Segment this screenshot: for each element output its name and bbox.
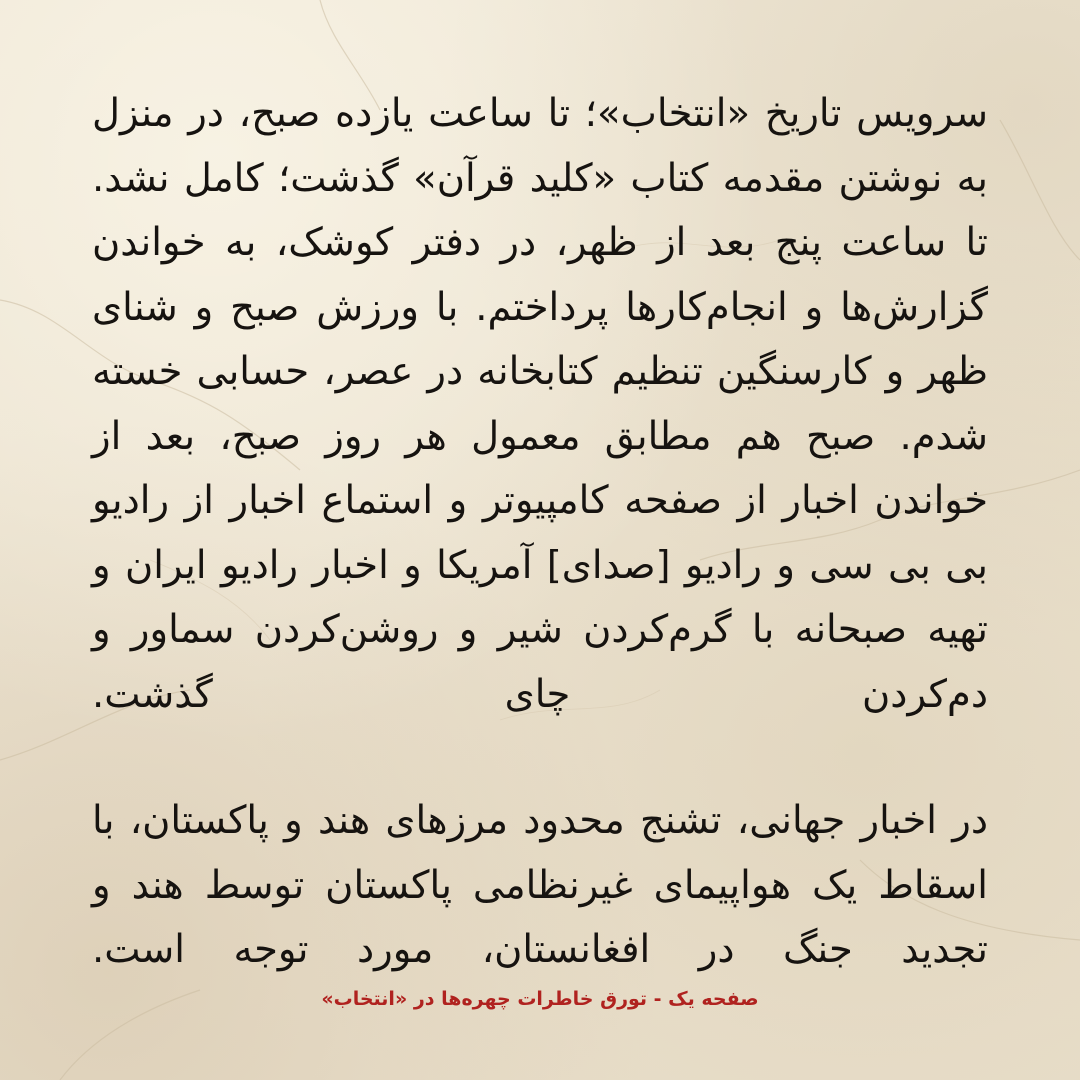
journal-page (92, 82, 988, 983)
paragraph-1: سرویس تاریخ «انتخاب»؛ تا ساعت یازده صبح، در منزل به نوشتن مقدمه کتاب «کلید قرآن» گذشت؛ کامل نشد. تا ساعت پنج بعد از ظهر، در دفتر کوشک، به خواندن گزارش‌ها و انجام‌کارها پرداختم. با ورزش صبح و شنای ظهر و کارسنگین تنظیم کتابخانه در عصر، حسابی خسته شدم. صبح هم مطابق معمول هر روز صبح، بعد از خواندن اخبار از صفحه کامپیوتر و استماع اخبار از رادیو بی بی سی و رادیو [صدای] آمریکا و اخبار رادیو ایران و تهیه صبحانه با گرم‌کردن شیر و روشن‌کردن سماور و دم‌کردن چای گذشت. (92, 91, 988, 717)
page-footer: صفحه یک - تورق خاطرات چهره‌ها در «انتخاب» (321, 988, 759, 1010)
paragraph-spacer (92, 727, 988, 789)
paragraph-2: در اخبار جهانی، تشنج محدود مرزهای هند و پاکستان، با اسقاط یک هواپیمای غیرنظامی پاکستان توسط هند و تجدید جنگ در افغانستان، مورد توجه است. (92, 798, 988, 972)
